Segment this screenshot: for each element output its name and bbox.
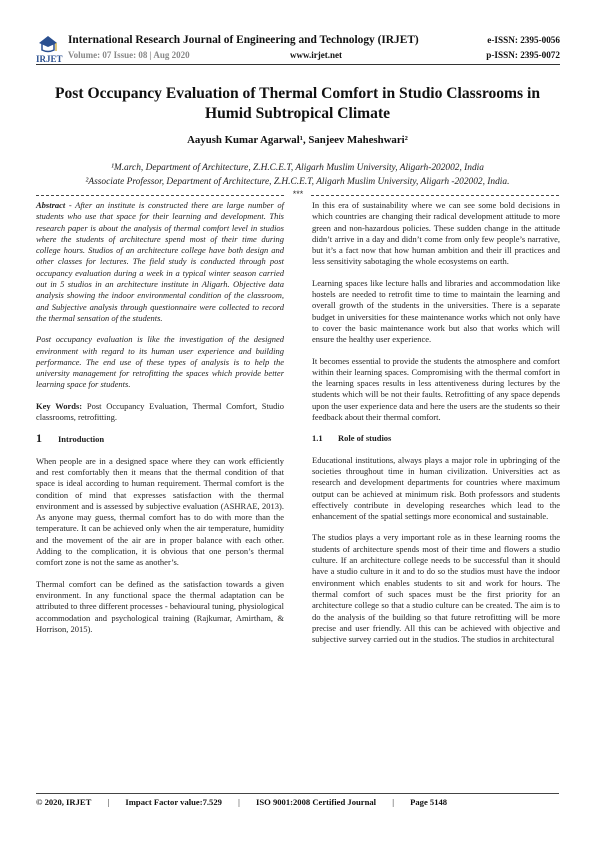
paper-title-line-2: Humid Subtropical Climate [204, 105, 391, 122]
section-title: Introduction [58, 434, 105, 445]
subsection-number: 1.1 [312, 433, 323, 444]
volume-issue: Volume: 07 Issue: 08 | Aug 2020 [68, 50, 190, 60]
left-column [36, 200, 284, 645]
section-number: 1 [36, 431, 42, 446]
body-paragraph-4: Educational institutions, always plays a major role in upbringing of the societies throughout time in human civilization. Universities act as research and development departments for countries where maximum output can be achieved at minimum risk. Both professors and students effectively contribute in developing researches which lead to the enhancement of the spatial settings more economical and sustainable. [312, 454, 560, 522]
body-paragraph-1: In this era of sustainability where we can see some bold decisions in which countries are changing their radical development attitude to more green and non-hazardous policies. These sudden change in the attitude didn’t arrive in a day and didn’t come from only few people’s narrative, but it’s a fact now that how human ambition and their ill practices and less sensitivity sabotaging the whole ecosystems on earth. [312, 200, 560, 267]
e-issn: e-ISSN: 2395-0056 [487, 35, 560, 45]
keywords-text: Post Occupancy Evaluation, Thermal Comfort, Studio classrooms, retrofitting. [36, 400, 285, 423]
page-footer [36, 797, 559, 807]
logo-text: IRJET [36, 54, 63, 64]
author-list: Aayush Kumar Agarwal¹, Sanjeev Maheshwari² [187, 134, 408, 146]
keywords-paragraph [36, 401, 284, 424]
affiliation-1: ¹M.arch, Department of Architecture, Z.H.C.E.T, Aligarh Muslim University, Aligarh-202002, India [111, 163, 484, 173]
footer-divider [36, 793, 559, 794]
abstract-label: Abstract [36, 200, 66, 210]
abstract-paragraph [36, 200, 284, 324]
paper-title [30, 84, 565, 124]
introduction-paragraph-2: Thermal comfort can be defined as the satisfaction towards a given environment. In any functional space the thermal adaptation can be attributed to three different processes - behavioural tuning, physiological accommodation and psychological training (Rajkumar, Amirtham, & Horrison, 2015). [36, 578, 284, 634]
footer-impact-factor [125, 797, 222, 807]
footer-divider-bar: | [238, 797, 240, 807]
footer-iso: ISO 9001:2008 Certified Journal [255, 797, 377, 807]
journal-website-link[interactable]: www.irjet.net [290, 50, 342, 60]
paper-title-line-1: Post Occupancy Evaluation of Thermal Comfort in Studio Classrooms in [54, 85, 541, 102]
introduction-paragraph-1: When people are in a designed space where they can work efficiently and rest comfortably then it means that the thermal condition of that space is ideal according to human requirement. Thermal comfort is the condition of mind that expresses satisfaction with the thermal environment and is assessed by subjective evaluation (ASHRAE, 2013). As anyone may guess, thermal comfort has to do with more than the temperature. It can be achieved only when the air temperature, humidity and the movement of the air are in proper balance with each other. Adding to the complication, it is obvious that one person’s thermal comfort zone is not the same as another’s. [36, 455, 284, 568]
header-divider [36, 64, 560, 65]
right-column [312, 200, 560, 655]
subsection-heading-role-of-studios [312, 433, 560, 444]
footer-divider-bar: | [392, 797, 394, 807]
abstract-paragraph-2: Post occupancy evaluation is like the investigation of the designed environment with regard to its human user experience and building performance. The end use of these types of analysis is to help the university management for retrofitting the spaces which provide better learning space for students. [36, 334, 284, 390]
separator-stars: *** [286, 189, 310, 199]
p-issn: p-ISSN: 2395-0072 [486, 50, 560, 60]
journal-header [36, 34, 560, 68]
impact-factor-label: Impact Factor value: [125, 797, 203, 807]
footer-copyright: © 2020, IRJET [36, 797, 92, 807]
section-heading-introduction [36, 433, 284, 445]
impact-factor-value: 7.529 [202, 797, 222, 807]
footer-divider-bar: | [107, 797, 110, 807]
subsection-title: Role of studios [338, 433, 392, 444]
affiliation-2: ²Associate Professor, Department of Architecture, Z.H.C.E.T, Aligarh Muslim University, Aligarh -202002, India. [85, 177, 510, 187]
journal-title: International Research Journal of Engineering and Technology (IRJET) [68, 34, 419, 46]
body-paragraph-2: Learning spaces like lecture halls and libraries and accommodation like hostels are needed to retrofit time to time to maintain the learning and overall growth of the students in the universities. There is a separate budget in universities for these maintenance works which not only have to cover the basic maintenance work but also that works which will ensure the healthy user experience. [312, 277, 560, 345]
body-paragraph-3: It becomes essential to provide the students the atmosphere and comfort within their learning spaces. Compromising with the thermal comfort in the learning spaces results in less attentiveness during lectures by the students which will be not their faults. Retrofitting of any space depends upon the user experience data and here the users are the students so their feedback about their thermal comfort. [312, 355, 560, 423]
abstract-text: - After an institute is constructed there are large number of students who use that space for their learning and development. This research paper is about the analysis of thermal comfort level in studios where the students of architecture spend most of their time during college hours. Studios of an architecture college have both design and other classes for lectures. The field study is conducted through post occupancy evaluation during a week in a typical winter season carried out in 5 studios in an architecture institute in Aligarh. Objective data analysis showing the indoor environmental condition of the classroom, and Subjective analysis through questionnaire were collected to record the thermal sensation of the students. [36, 200, 284, 323]
section-separator [36, 190, 559, 200]
footer-page-number: Page 5148 [410, 797, 448, 807]
keywords-label: Key Words: [36, 400, 83, 411]
body-paragraph-5: The studios plays a very important role as in these learning rooms the students of architecture spends most of their time and flowers a studio culture. If an architecture college needs to be successful than it should have a studio culture in it and to do so the studios must have the indoor environment which enables students to sit and work for hours. The thermal comfort of such spaces must be the first priority for an architecture college so that a studio culture can be created. The aim is to do the analysis of the building so that future retrofitting will be more precise and user friendly. All this can be achieved with objective and subjective survey carried out in the studios. The studios in architectural [312, 532, 560, 645]
